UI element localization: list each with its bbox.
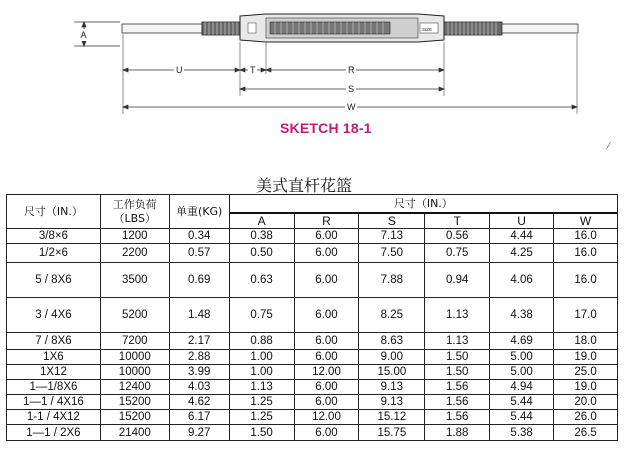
table-cell: 15200 xyxy=(100,395,169,410)
table-cell: 6.17 xyxy=(169,410,229,425)
left-rod xyxy=(122,22,240,35)
table-cell: 17.0 xyxy=(554,298,618,333)
corner-mark: ⁄ xyxy=(608,141,610,152)
table-cell: 1.50 xyxy=(229,425,294,441)
header-dim-t: T xyxy=(425,213,490,229)
header-dim-w: W xyxy=(554,213,618,229)
table-cell: 3/8×6 xyxy=(7,229,101,244)
header-size: 尺寸（IN.） xyxy=(7,195,101,229)
turnbuckle-sketch xyxy=(70,8,590,116)
dim-label-s: S xyxy=(348,84,355,94)
table-cell: 6.00 xyxy=(294,263,359,298)
table-cell: 4.03 xyxy=(169,380,229,395)
table-cell: 7200 xyxy=(100,333,169,350)
dim-label-w: W xyxy=(347,102,356,112)
table-title: 美式直杆花篮 xyxy=(256,176,353,195)
table-cell: 10000 xyxy=(100,365,169,380)
table-cell: 1.50 xyxy=(425,365,490,380)
table-cell: 19.0 xyxy=(554,380,618,395)
dimension-s xyxy=(240,87,444,91)
table-cell: 1X12 xyxy=(7,365,101,380)
table-cell: 0.38 xyxy=(229,229,294,244)
table-cell: 2.88 xyxy=(169,350,229,365)
table-cell: 25.0 xyxy=(554,365,618,380)
table-cell: 1X6 xyxy=(7,350,101,365)
table-cell: 5.00 xyxy=(490,350,554,365)
table-cell: 0.69 xyxy=(169,263,229,298)
dim-label-a: A xyxy=(80,30,87,40)
table-cell: 18.0 xyxy=(554,333,618,350)
table-cell: 0.75 xyxy=(229,298,294,333)
table-cell: 4.69 xyxy=(490,333,554,350)
table-cell: 1—1 / 2X6 xyxy=(7,425,101,441)
table-cell: 16.0 xyxy=(554,229,618,244)
table-cell: 0.63 xyxy=(229,263,294,298)
table-cell: 1.48 xyxy=(169,298,229,333)
header-dims-group: 尺寸（IN.） xyxy=(229,195,617,214)
table-cell: 1.13 xyxy=(425,298,490,333)
header-dim-s: S xyxy=(359,213,425,229)
table-cell: 6.00 xyxy=(294,244,359,263)
table-cell: 9.13 xyxy=(359,380,425,395)
table-cell: 12.00 xyxy=(294,410,359,425)
table-cell: 4.06 xyxy=(490,263,554,298)
header-load: 工作负荷（LBS） xyxy=(100,195,169,229)
table-cell: 5.44 xyxy=(490,410,554,425)
table-cell: 1.56 xyxy=(425,395,490,410)
table-cell: 16.0 xyxy=(554,263,618,298)
body-stamp: SIZE xyxy=(422,27,433,32)
table-cell: 6.00 xyxy=(294,229,359,244)
header-dim-r: R xyxy=(294,213,359,229)
spec-table-body xyxy=(7,229,618,441)
table-cell: 20.0 xyxy=(554,395,618,410)
table-cell: 9.13 xyxy=(359,395,425,410)
table-row xyxy=(7,298,618,333)
spec-table xyxy=(6,194,618,441)
table-cell: 6.00 xyxy=(294,395,359,410)
table-cell: 7 / 8X6 xyxy=(7,333,101,350)
table-cell: 1-1 / 4X12 xyxy=(7,410,101,425)
table-cell: 16.0 xyxy=(554,244,618,263)
table-cell: 3 / 4X6 xyxy=(7,298,101,333)
table-cell: 1.50 xyxy=(425,350,490,365)
table-cell: 0.50 xyxy=(229,244,294,263)
table-cell: 1200 xyxy=(100,229,169,244)
table-cell: 1.56 xyxy=(425,410,490,425)
turnbuckle-body xyxy=(240,14,444,42)
table-row xyxy=(7,244,618,263)
table-cell: 5.00 xyxy=(490,365,554,380)
table-cell: 6.00 xyxy=(294,425,359,441)
table-cell: 26.0 xyxy=(554,410,618,425)
table-cell: 1.00 xyxy=(229,365,294,380)
table-cell: 7.88 xyxy=(359,263,425,298)
table-cell: 5200 xyxy=(100,298,169,333)
table-row xyxy=(7,380,618,395)
table-cell: 26.5 xyxy=(554,425,618,441)
table-cell: 21400 xyxy=(100,425,169,441)
table-cell: 0.57 xyxy=(169,244,229,263)
table-cell: 0.88 xyxy=(229,333,294,350)
table-cell: 7.50 xyxy=(359,244,425,263)
table-cell: 1.56 xyxy=(425,380,490,395)
table-cell: 3500 xyxy=(100,263,169,298)
table-cell: 1.25 xyxy=(229,410,294,425)
header-weight: 单重(KG) xyxy=(169,195,229,229)
table-row xyxy=(7,425,618,441)
table-cell: 12400 xyxy=(100,380,169,395)
table-cell: 5.38 xyxy=(490,425,554,441)
table-cell: 6.00 xyxy=(294,298,359,333)
header-dim-a: A xyxy=(229,213,294,229)
table-cell: 15200 xyxy=(100,410,169,425)
dim-label-r: R xyxy=(348,65,355,75)
sketch-caption: SKETCH 18-1 xyxy=(280,120,372,136)
table-row xyxy=(7,333,618,350)
table-cell: 6.00 xyxy=(294,350,359,365)
table-row xyxy=(7,350,618,365)
table-row xyxy=(7,263,618,298)
table-cell: 4.38 xyxy=(490,298,554,333)
table-cell: 4.62 xyxy=(169,395,229,410)
table-cell: 4.44 xyxy=(490,229,554,244)
dim-label-u: U xyxy=(176,65,183,75)
table-cell: 1.88 xyxy=(425,425,490,441)
table-cell: 1.00 xyxy=(229,350,294,365)
table-row xyxy=(7,365,618,380)
table-cell: 1.25 xyxy=(229,395,294,410)
table-cell: 9.27 xyxy=(169,425,229,441)
table-cell: 10000 xyxy=(100,350,169,365)
table-cell: 1.13 xyxy=(229,380,294,395)
table-cell: 0.34 xyxy=(169,229,229,244)
table-cell: 0.75 xyxy=(425,244,490,263)
table-cell: 9.00 xyxy=(359,350,425,365)
dim-label-t: T xyxy=(250,65,256,75)
table-cell: 0.94 xyxy=(425,263,490,298)
right-rod xyxy=(444,22,578,35)
table-cell: 15.00 xyxy=(359,365,425,380)
table-cell: 0.56 xyxy=(425,229,490,244)
table-cell: 1/2×6 xyxy=(7,244,101,263)
table-cell: 6.00 xyxy=(294,333,359,350)
table-cell: 19.0 xyxy=(554,350,618,365)
table-cell: 2.17 xyxy=(169,333,229,350)
table-cell: 6.00 xyxy=(294,380,359,395)
table-cell: 1—1/8X6 xyxy=(7,380,101,395)
table-cell: 4.25 xyxy=(490,244,554,263)
table-cell: 5.44 xyxy=(490,395,554,410)
table-cell: 1—1 / 4X16 xyxy=(7,395,101,410)
table-cell: 8.25 xyxy=(359,298,425,333)
table-cell: 15.12 xyxy=(359,410,425,425)
table-cell: 12.00 xyxy=(294,365,359,380)
table-cell: 5 / 8X6 xyxy=(7,263,101,298)
header-dim-u: U xyxy=(490,213,554,229)
table-cell: 8.63 xyxy=(359,333,425,350)
table-cell: 2200 xyxy=(100,244,169,263)
table-row xyxy=(7,229,618,244)
table-row xyxy=(7,410,618,425)
table-row xyxy=(7,395,618,410)
table-cell: 15.75 xyxy=(359,425,425,441)
table-cell: 7.13 xyxy=(359,229,425,244)
table-cell: 3.99 xyxy=(169,365,229,380)
table-cell: 1.13 xyxy=(425,333,490,350)
table-cell: 4.94 xyxy=(490,380,554,395)
